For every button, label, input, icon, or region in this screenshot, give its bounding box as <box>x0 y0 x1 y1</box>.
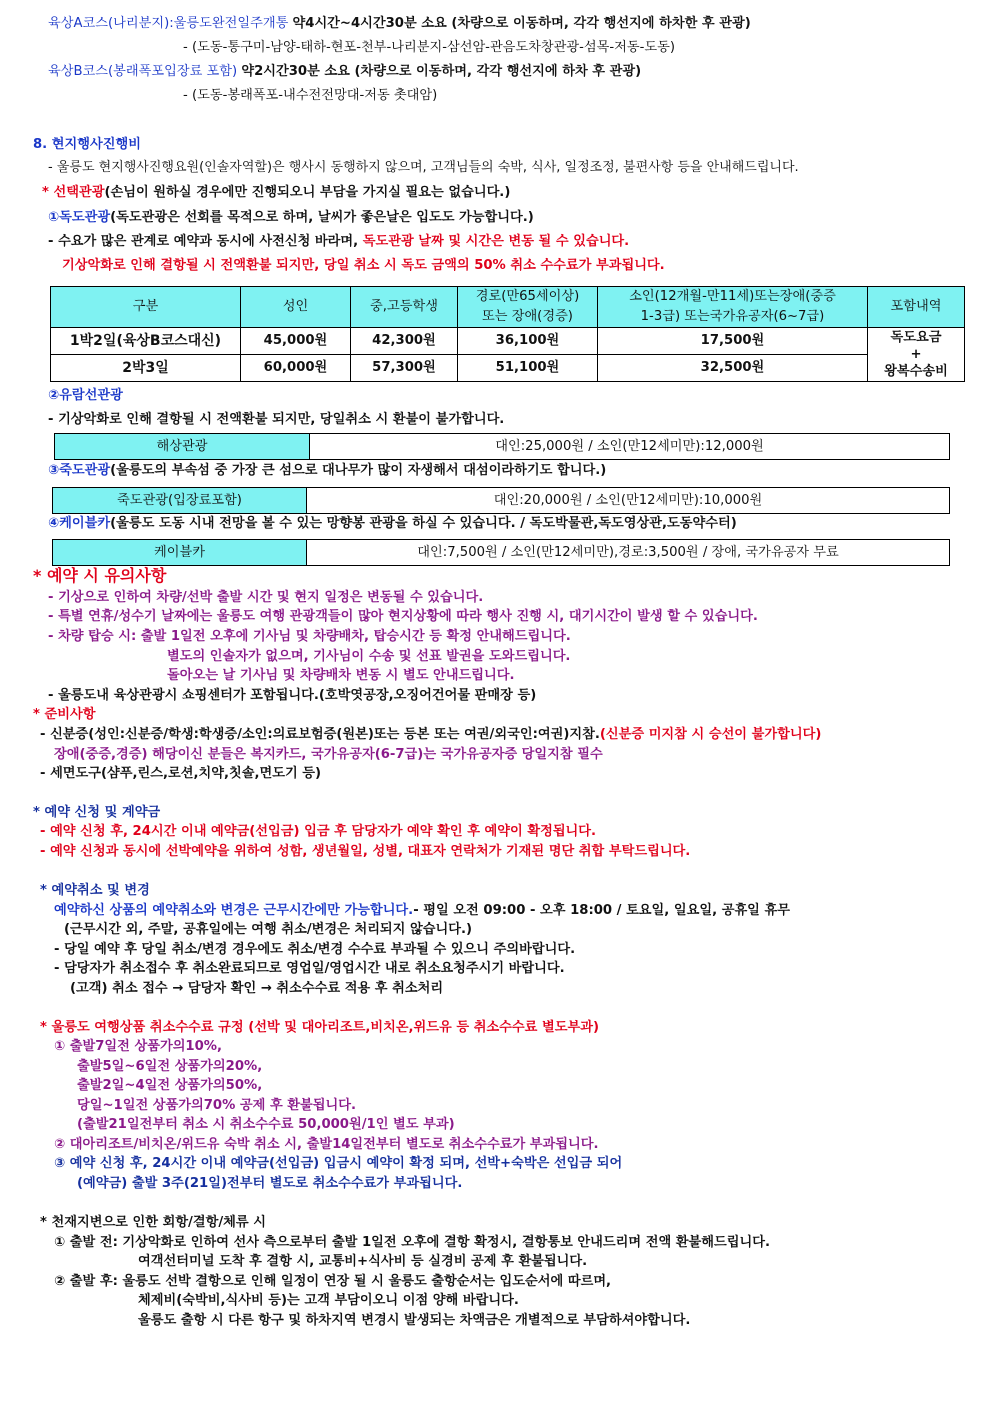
cancel-line: (근무시간 외, 주말, 공휴일에는 여행 취소/변경은 처리되지 않습니다.) <box>64 922 472 937</box>
course-a-route: - (도동-통구미-남양-태하-현포-천부-나리분지-삼선암-관음도차창관광-섬목-저동-도동) <box>183 40 675 55</box>
jukdo-price-box <box>52 487 950 514</box>
caution-line: - 특별 연휴/성수기 날짜에는 울릉도 여행 관광객들이 많아 현지상황에 따라 행사 진행 시, 대기시간이 발생 할 수 있습니다. <box>48 609 758 624</box>
disaster-line: ① 출발 전: 기상악화로 인하여 선사 측으로부터 출발 1일전 오후에 결항 확정시, 결항통보 안내드리며 전액 환불해드립니다. <box>54 1235 770 1250</box>
header-cell: 포함내역 <box>868 287 965 328</box>
row-label: 2박3일 <box>51 355 241 382</box>
guide-note: - 울릉도 현지행사진행요원(인솔자역할)은 행사시 동행하지 않으며, 고객님들의 숙박, 식사, 일정조정, 불편사항 등을 안내해드립니다. <box>48 160 799 175</box>
table-row <box>51 355 965 382</box>
fees-line: (출발21일전부터 취소 시 취소수수료 50,000원/1인 별도 부과) <box>77 1117 455 1132</box>
cruise-title: ②유람선관광 <box>48 388 123 403</box>
jukdo-line <box>48 461 606 480</box>
header-cell: 성인 <box>241 287 351 328</box>
student-price: 57,300원 <box>351 355 458 382</box>
disaster-title: * 천재지변으로 인한 회항/결항/체류 시 <box>40 1215 266 1230</box>
jukdo-title: ③죽도관광 <box>48 463 111 478</box>
prep-id-line <box>40 725 821 744</box>
jukdo-price: 대인:20,000원 / 소인(만12세미만):10,000원 <box>493 493 763 508</box>
course-b-route: - (도동-봉래폭포-내수전전망대-저동 촛대암) <box>183 88 438 103</box>
course-a-title: 육상A코스(나리분지):울릉도완전일주개통 <box>48 16 289 31</box>
jukdo-label: 죽도관광(입장료포함) <box>53 488 307 513</box>
prep-disability-line: 장애(중증,경증) 해당이신 분들은 복지카드, 국가유공자(6-7급)는 국가유공자증 당일지참 필수 <box>54 747 603 762</box>
dokdo-title: ①독도관광 <box>48 210 111 225</box>
optional-tour-title: * 선택관광 <box>42 185 105 200</box>
cancel-title: * 예약취소 및 변경 <box>40 883 150 898</box>
contract-line: - 예약 신청 후, 24시간 이내 예약금(선입금) 입금 후 담당자가 예약 확인 후 예약이 확정됩니다. <box>40 824 597 839</box>
header-cell: 중,고등학생 <box>351 287 458 328</box>
disaster-line: ② 출발 후: 울릉도 선박 결항으로 인해 일정이 연장 될 시 울릉도 출항순서는 입도순서에 따르며, <box>54 1274 612 1289</box>
cancel-line: - 당일 예약 후 당일 취소/변경 경우에도 취소/변경 수수료 부과될 수 있으니 주의바랍니다. <box>54 942 576 957</box>
table-row <box>51 328 965 355</box>
optional-tour-note: (손님이 원하실 경우에만 진행되오니 부담을 가지실 필요는 없습니다.) <box>104 185 511 200</box>
dokdo-fee-table <box>50 286 965 382</box>
cancel-line: - 담당자가 취소접수 후 취소완료되므로 영업일/영업시간 내로 취소요청주시기 바랍니다. <box>54 961 565 976</box>
adult-price: 60,000원 <box>241 355 351 382</box>
cable-title: ④케이블카 <box>48 516 111 531</box>
header-cell: 경로(만65세이상) 또는 장애(경증) <box>458 287 598 328</box>
dokdo-notice-a: - 수요가 많은 관계로 예약과 동시에 사전신청 바라며, <box>48 234 363 249</box>
disaster-line: 여객선터미널 도착 후 결항 시, 교통비+식사비 등 실경비 공제 후 환불됩니다. <box>138 1254 588 1269</box>
dokdo-notice-line <box>48 232 629 251</box>
jukdo-note: (울릉도의 부속섬 중 가장 큰 섬으로 대나무가 많이 자생해서 대섬이라하기도 합니다.) <box>110 463 607 478</box>
caution-line: - 울릉도내 육상관광시 쇼핑센터가 포함됩니다.(호박엿공장,오징어건어물 판매장 등) <box>48 688 537 703</box>
child-price: 17,500원 <box>598 328 868 355</box>
fees-title: * 울릉도 여행상품 취소수수료 규정 (선박 및 대아리조트,비치온,위드유 등 취소수수료 별도부과) <box>40 1020 599 1035</box>
fees-line: ② 대아리조트/비치온/위드유 숙박 취소 시, 출발14일전부터 별도로 취소수수료가 부과됩니다. <box>54 1137 599 1152</box>
caution-line: 돌아오는 날 기사님 및 차량배차 변동 시 별도 안내드립니다. <box>167 668 515 683</box>
row-label: 1박2일(육상B코스대신) <box>51 328 241 355</box>
dokdo-notice-b: 독도관광 날짜 및 시간은 변동 될 수 있습니다. <box>362 234 630 249</box>
cancel-hours-line <box>54 901 790 920</box>
fees-line: 당일~1일전 상품가의70% 공제 후 환불됩니다. <box>77 1098 356 1113</box>
cruise-price-box <box>54 433 950 460</box>
section-8-title: 8. 현지행사진행비 <box>33 137 141 152</box>
disaster-line: 울릉도 출항 시 다른 항구 및 하차지역 변경시 발생되는 차액금은 개별적으로 부담하셔야합니다. <box>138 1313 691 1328</box>
dokdo-line <box>48 208 534 227</box>
contract-title: * 예약 신청 및 계약금 <box>33 805 161 820</box>
cable-note: (울릉도 도동 시내 전망을 볼 수 있는 망향봉 관광을 하실 수 있습니다. / 독도박물관,독도영상관,도동약수터) <box>110 516 737 531</box>
fees-line: ③ 예약 신청 후, 24시간 이내 예약금(선입금) 입금시 예약이 확정 되며, 선박+숙박은 선입금 되어 <box>54 1156 623 1171</box>
cable-line <box>48 514 737 533</box>
prep-title: * 준비사항 <box>33 707 96 722</box>
cable-price: 대인:7,500원 / 소인(만12세미만),경로:3,500원 / 장애, 국가유공자 무료 <box>417 545 839 560</box>
cable-price-box <box>52 539 950 566</box>
senior-price: 51,100원 <box>458 355 598 382</box>
caution-line: 별도의 인솔자가 없으며, 기사님이 수송 및 선표 발권을 도와드립니다. <box>167 649 571 664</box>
cancel-hours-text: 예약하신 상품의 예약취소와 변경은 근무시간에만 가능합니다. <box>54 903 414 918</box>
cruise-price: 대인:25,000원 / 소인(만12세미만):12,000원 <box>495 439 764 454</box>
cable-label: 케이블카 <box>53 540 307 565</box>
contract-line: - 예약 신청과 동시에 선박예약을 위하여 성함, 생년월일, 성별, 대표자 연락처가 기재된 명단 취합 부탁드립니다. <box>40 844 691 859</box>
dokdo-note: (독도관광은 선회를 목적으로 하며, 날씨가 좋은날은 입도도 가능합니다.) <box>110 210 534 225</box>
fees-line: 출발2일~4일전 상품가의50%, <box>77 1078 263 1093</box>
caution-line: - 기상으로 인하여 차량/선박 출발 시간 및 현지 일정은 변동될 수 있습니다. <box>48 590 484 605</box>
fees-line: (예약금) 출발 3주(21일)전부터 별도로 취소수수료가 부과됩니다. <box>77 1176 463 1191</box>
student-price: 42,300원 <box>351 328 458 355</box>
caution-title: * 예약 시 유의사항 <box>33 566 167 585</box>
optional-tour-line <box>42 183 510 202</box>
course-a-line <box>48 14 751 33</box>
included-items: 독도요금 + 왕복수송비 <box>868 328 965 382</box>
course-b-title: 육상B코스(봉래폭포입장료 포함) <box>48 64 238 79</box>
header-cell: 구분 <box>51 287 241 328</box>
header-cell: 소인(12개월-만11세)또는장애(중증 1-3급) 또는국가유공자(6~7급) <box>598 287 868 328</box>
fees-line: ① 출발7일전 상품가의10%, <box>54 1039 223 1054</box>
cruise-note: - 기상악화로 인해 결항될 시 전액환불 되지만, 당일취소 시 환불이 불가합니다. <box>48 412 505 427</box>
prep-id-warning: (신분증 미지참 시 승선이 불가합니다) <box>599 727 822 742</box>
course-a-desc: 약4시간~4시간30분 소요 (차량으로 이동하며, 각각 행선지에 하차한 후 관광) <box>292 16 751 31</box>
prep-id-text: - 신분증(성인:신분증/학생:학생증/소인:의료보험증(원본)또는 등본 또는 여권/외국인:여권)지참. <box>40 727 600 742</box>
cruise-label: 해상관광 <box>55 434 310 459</box>
course-b-desc: 약2시간30분 소요 (차량으로 이동하며, 각각 행선지에 하차 후 관광) <box>241 64 642 79</box>
senior-price: 36,100원 <box>458 328 598 355</box>
disaster-line: 체제비(숙박비,식사비 등)는 고객 부담이오니 이점 양해 바랍니다. <box>138 1293 519 1308</box>
cancel-process-line: (고객) 취소 접수 → 담당자 확인 → 취소수수료 적용 후 취소처리 <box>70 981 444 996</box>
prep-toiletries-line: - 세면도구(샴푸,린스,로션,치약,칫솔,면도기 등) <box>40 766 322 781</box>
caution-line: - 차량 탑승 시: 출발 1일전 오후에 기사님 및 차량배차, 탑승시간 등 확정 안내해드립니다. <box>48 629 571 644</box>
fees-line: 출발5일~6일전 상품가의20%, <box>77 1059 263 1074</box>
cancel-hours-time: - 평일 오전 09:00 - 오후 18:00 / 토요일, 일요일, 공휴일 휴무 <box>413 903 790 918</box>
dokdo-refund-note: 기상악화로 인해 결항될 시 전액환불 되지만, 당일 취소 시 독도 금액의 50% 취소 수수료가 부과됩니다. <box>62 258 665 273</box>
child-price: 32,500원 <box>598 355 868 382</box>
table-header-row <box>51 287 965 328</box>
adult-price: 45,000원 <box>241 328 351 355</box>
course-b-line <box>48 62 641 81</box>
